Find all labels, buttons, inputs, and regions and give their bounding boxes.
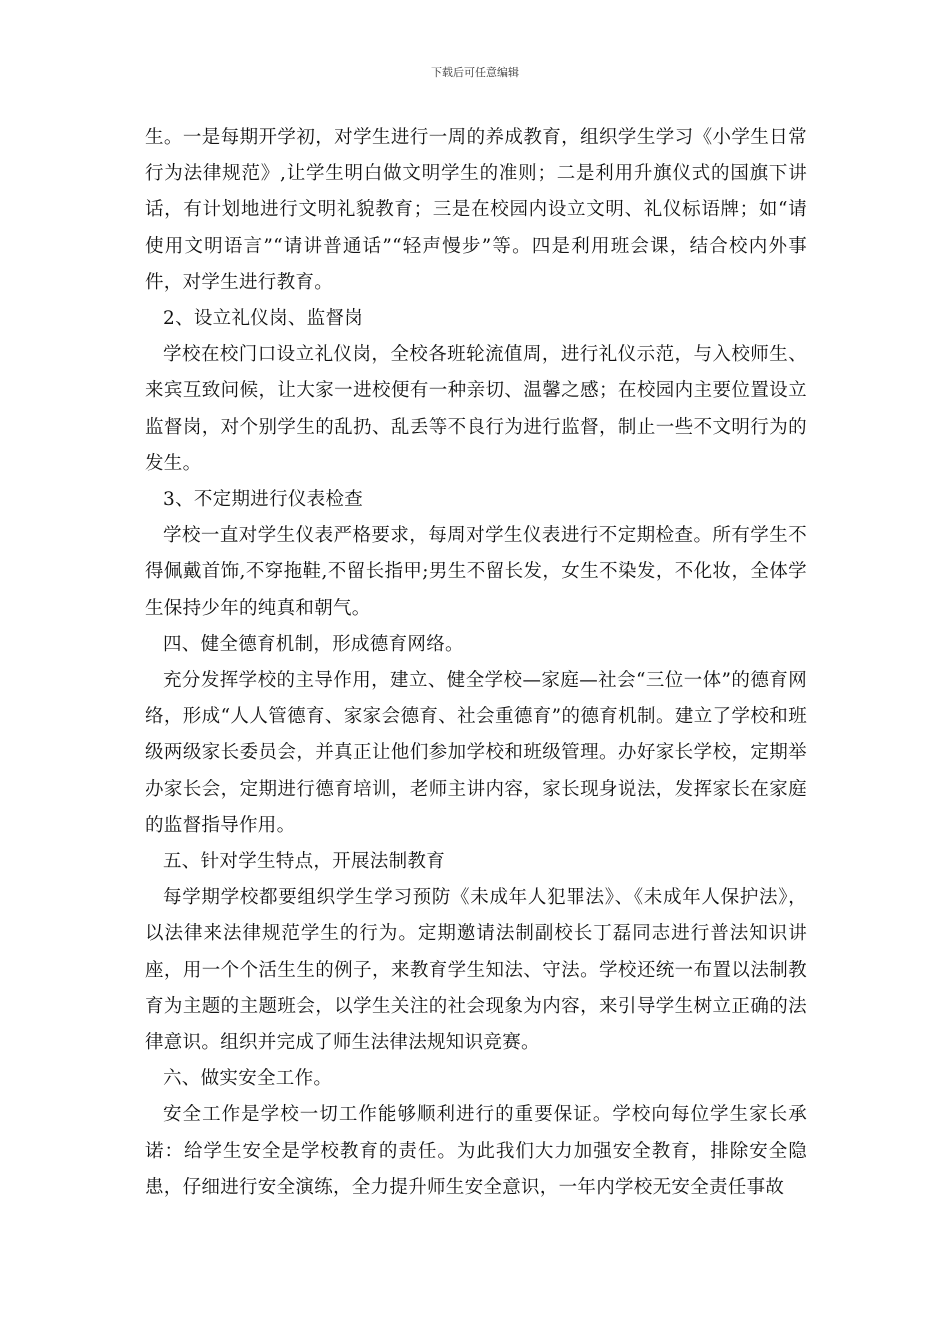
paragraph-safety-work: 安全工作是学校一切工作能够顺利进行的重要保证。学校向每位学生家长承诺：给学生安全是学校教育的责任。为此我们大力加强安全教育，排除安全隐患，仔细进行安全演练，全力提升师生安全意识，一年内学校无安全责任事故 (145, 1104, 807, 1198)
section-heading-appearance-check: 3、不定期进行仪表检查 (163, 489, 364, 511)
section-heading-moral-mechanism: 四、健全德育机制，形成德育网络。 (163, 633, 464, 655)
paragraph-moral-mechanism: 充分发挥学校的主导作用，建立、健全学校—家庭—社会“三位一体”的德育网络，形成“人人管德育、家家会德育、社会重德育”的德育机制。建立了学校和班级两级家长委员会，并真正让他们参加学校和班级管理。办好家长学校，定期举办家长会，定期进行德育培训，老师主讲内容，家长现身说法，发挥家长在家庭的监督指导作用。 (145, 670, 807, 836)
section-heading-legal-education: 五、针对学生特点，开展法制教育 (163, 851, 446, 873)
section-heading-etiquette-posts: 2、设立礼仪岗、监督岗 (163, 308, 364, 330)
paragraph-appearance-check: 学校一直对学生仪表严格要求，每周对学生仪表进行不定期检查。所有学生不得佩戴首饰,不穿拖鞋,不留长指甲;男生不留长发，女生不染发，不化妆，全体学生保持少年的纯真和朝气。 (145, 525, 807, 619)
paragraph-etiquette-posts: 学校在校门口设立礼仪岗，全校各班轮流值周，进行礼仪示范，与入校师生、来宾互致问候，让大家一进校便有一种亲切、温馨之感；在校园内主要位置设立监督岗，对个别学生的乱扔、乱丢等不良行为进行监督，制止一些不文明行为的发生。 (145, 344, 807, 474)
paragraph-legal-education: 每学期学校都要组织学生学习预防《未成年人犯罪法》、《未成年人保护法》，以法律来法律规范学生的行为。定期邀请法制副校长丁磊同志进行普法知识讲座，用一个个活生生的例子，来教育学生知法、守法。学校还统一布置以法制教育为主题的主题班会，以学生关注的社会现象为内容，来引导学生树立正确的法律意识。组织并完成了师生法律法规知识竞赛。 (145, 887, 807, 1054)
document-body (145, 120, 807, 1206)
page-header-note: 下载后可任意编辑 (431, 66, 519, 79)
paragraph-etiquette-education: 生。一是每期开学初，对学生进行一周的养成教育，组织学生学习《小学生日常行为法律规范》,让学生明白做文明学生的准则；二是利用升旗仪式的国旗下讲话，有计划地进行文明礼貌教育；三是在校园内设立文明、礼仪标语牌；如“请使用文明语言”“请讲普通话”“轻声慢步”等。四是利用班会课，结合校内外事件，对学生进行教育。 (145, 127, 807, 293)
section-heading-safety-work: 六、做实安全工作。 (163, 1068, 333, 1090)
